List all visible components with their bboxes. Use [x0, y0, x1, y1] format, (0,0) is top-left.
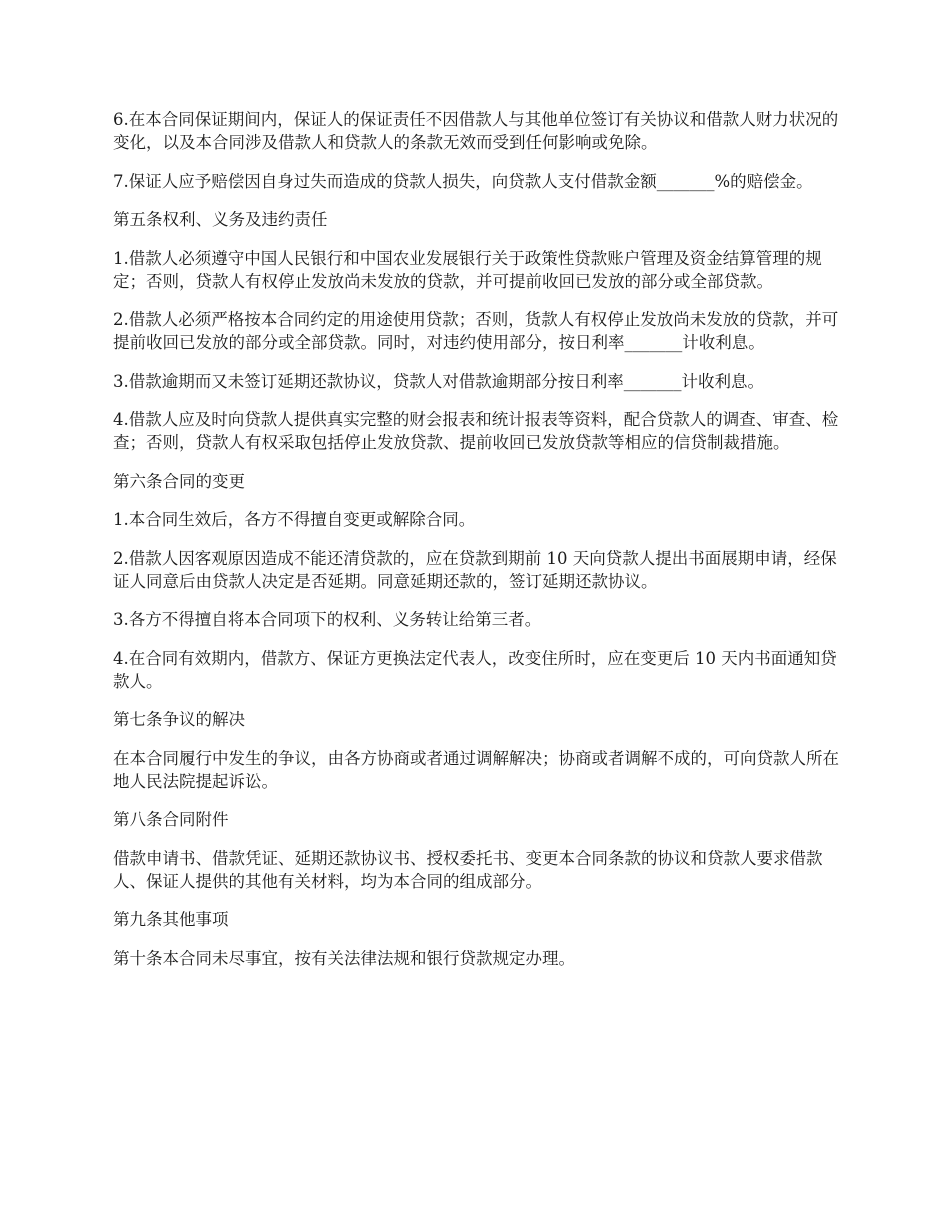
- article-6-item-2: 2.借款人因客观原因造成不能还清贷款的，应在贷款到期前 10 天向贷款人提出书面展期申请，经保证人同意后由贷款人决定是否延期。同意延期还款的，签订延期还款协议。: [113, 548, 837, 591]
- clause-7-compensation: 7.保证人应予赔偿因自身过失而造成的贷款人损失，向贷款人支付借款金额_______%的赔偿金。: [113, 171, 813, 191]
- section-heading-article-9: 第九条其他事项: [113, 910, 229, 929]
- article-6-item-1: 1.本合同生效后，各方不得擅自变更或解除合同。: [113, 510, 476, 529]
- article-5-item-2: 2.借款人必须严格按本合同约定的用途使用贷款；否则，货款人有权停止发放尚未发放的贷款，并可提前收回已发放的部分或全部贷款。同时，对违约使用部分，按日利率_______计收利息。: [113, 310, 839, 352]
- section-heading-article-5: 第五条权利、义务及违约责任: [113, 210, 328, 229]
- article-5-item-1: 1.借款人必须遵守中国人民银行和中国农业发展银行关于政策性贷款账户管理及资金结算管理的规定；否则，贷款人有权停止发放尚未发放的贷款，并可提前收回已发放的部分或全部贷款。: [113, 248, 822, 291]
- article-6-item-3: 3.各方不得擅自将本合同项下的权利、义务转让给第三者。: [113, 610, 542, 629]
- section-heading-article-6: 第六条合同的变更: [113, 471, 245, 491]
- article-5-item-3: 3.借款逾期而又未签订延期还款协议，贷款人对借款逾期部分按日利率_______计收利息。: [113, 371, 764, 391]
- article-8-body: 借款申请书、借款凭证、延期还款协议书、授权委托书、变更本合同条款的协议和贷款人要求借款人、保证人提供的其他有关材料，均为本合同的组成部分。: [113, 848, 823, 891]
- article-6-item-4: 4.在合同有效期内，借款方、保证方更换法定代表人，改变住所时，应在变更后 10 天内书面通知贷款人。: [113, 648, 837, 691]
- document-body: [113, 108, 848, 985]
- section-heading-article-8: 第八条合同附件: [113, 810, 229, 829]
- article-5-item-4: 4.借款人应及时向贷款人提供真实完整的财会报表和统计报表等资料，配合贷款人的调查、审查、检查；否则，贷款人有权采取包括停止发放贷款、提前收回已发放贷款等相应的信贷制裁措施。: [113, 410, 839, 452]
- article-10-body: 第十条本合同未尽事宜，按有关法律法规和银行贷款规定办理。: [113, 948, 575, 968]
- clause-6-guarantee-period: 6.在本合同保证期间内，保证人的保证责任不因借款人与其他单位签订有关协议和借款人财力状况的变化，以及本合同涉及借款人和贷款人的条款无效而受到任何影响或免除。: [113, 110, 839, 152]
- article-7-body: 在本合同履行中发生的争议，由各方协商或者通过调解解决；协商或者调解不成的，可向贷款人所在地人民法院提起诉讼。: [113, 748, 839, 791]
- section-heading-article-7: 第七条争议的解决: [113, 710, 245, 729]
